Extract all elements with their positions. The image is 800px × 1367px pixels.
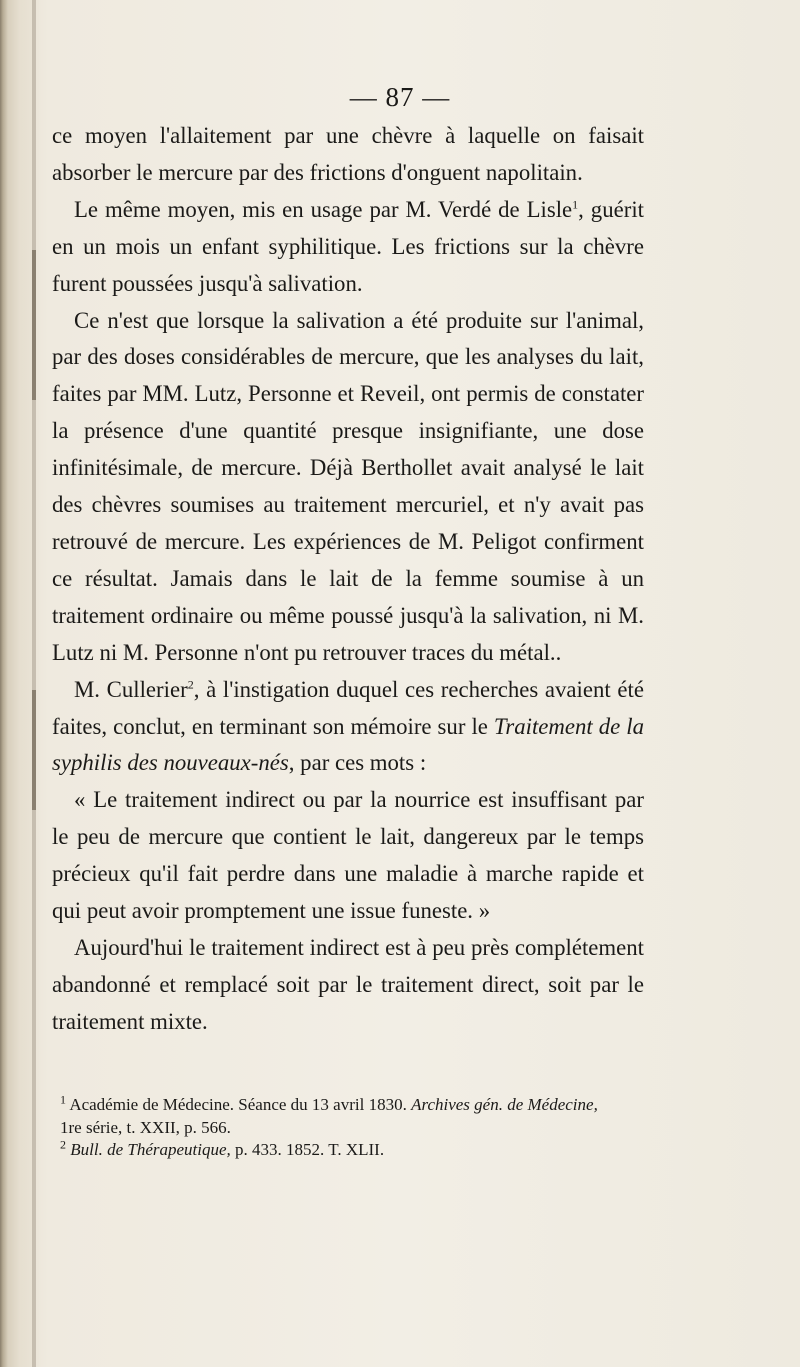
footnote-ref[interactable]: 2 — [187, 677, 194, 691]
italic-title: Traitement de la syphilis des nouveaux-nés — [52, 713, 645, 776]
footnote-text: Académie de Médecine. Séance du 13 avril 1830. — [69, 1095, 412, 1114]
text-run: M. Cullerier — [74, 676, 188, 702]
footnote-ref[interactable]: 1 — [572, 197, 579, 212]
footnotes — [60, 1094, 650, 1162]
binding-edge — [32, 0, 36, 1367]
binding-stain — [32, 250, 36, 400]
paragraph-5-quote: « Le traitement indirect ou par la nourrice est insuffisant par le peu de mercure que contient le lait, dangereux par le temps précieux qu'il fait perdre dans une maladie à marche rapide et qui peut avoir promptement une issue funeste. » — [52, 787, 644, 924]
paragraph-4 — [52, 672, 644, 783]
text-run: , par ces mots : — [288, 750, 427, 776]
paragraph-2 — [52, 192, 644, 303]
binding-stain — [32, 690, 36, 810]
text-run: Le même moyen, mis en usage par M. Verdé de Lisle — [74, 196, 573, 222]
footnote-text: 1re série, t. XXII, p. 566. — [60, 1117, 231, 1137]
footnote-marker: 2 — [60, 1137, 66, 1152]
footnote-marker: 1 — [60, 1092, 66, 1107]
body-text — [52, 118, 644, 1041]
footnote-1 — [60, 1094, 650, 1139]
footnote-italic: Bull. de Thérapeutique, — [70, 1140, 231, 1159]
footnote-2 — [60, 1139, 650, 1162]
text-run: , guérit en un mois un enfant syphilitique. Les frictions sur la chèvre furent poussées jusqu'à salivation. — [52, 196, 644, 296]
paragraph-3: Ce n'est que lorsque la salivation a été produite sur l'animal, par des doses considérables de mercure, que les analyses du lait, faites par MM. Lutz, Personne et Reveil, ont permis de constater la présence d'une quantité presque insignifiante, une dose infinitésimale, de mercure. Déjà Berthollet avait analysé le lait des chèvres soumises au traitement mercuriel, et n'y avait pas retrouvé de mercure. Les expériences de M. Peligot confirment ce résultat. Jamais dans le lait de la femme soumise à un traitement ordinaire ou même poussé jusqu'à la salivation, ni M. Lutz ni M. Personne n'ont pu retrouver traces du métal.. — [52, 307, 644, 665]
text-run: , à l'instigation duquel ces recherches avaient été faites, conclut, en terminant son mémoire sur le — [52, 676, 644, 739]
page-number: — 87 — — [349, 82, 451, 112]
paragraph-6: Aujourd'hui le traitement indirect est à peu près complétement abandonné et remplacé soit par le traitement direct, soit par le traitement mixte. — [52, 934, 644, 1034]
footnote-italic: Archives gén. de Médecine, — [411, 1095, 598, 1114]
paragraph-1: ce moyen l'allaitement par une chèvre à laquelle on faisait absorber le mercure par des frictions d'onguent napolitain. — [52, 123, 644, 185]
footnote-text: p. 433. 1852. T. XLII. — [230, 1140, 385, 1159]
